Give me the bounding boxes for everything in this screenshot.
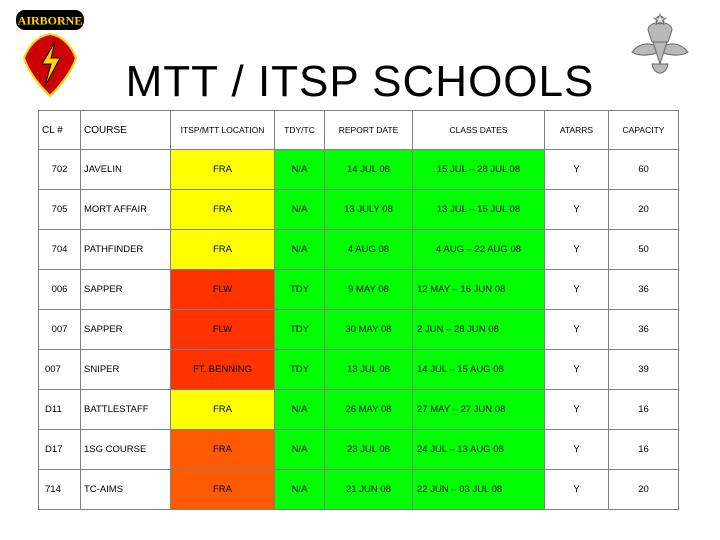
table-row: [39, 230, 679, 270]
cell-capacity: 50: [609, 230, 679, 270]
airborne-tab-text: AIRBORNE: [17, 13, 83, 28]
cell-report-date: 14 JUL 08: [325, 150, 413, 190]
cell-atarrs: Y: [545, 350, 609, 390]
cell-report-date: 23 JUL 08: [325, 430, 413, 470]
cell-tdy: N/A: [275, 190, 325, 230]
cell-course: PATHFINDER: [81, 230, 171, 270]
table-row: [39, 270, 679, 310]
cell-location: FRA: [171, 430, 275, 470]
cell-course: JAVELIN: [81, 150, 171, 190]
cell-class-dates: 13 JUL – 15 JUL 08: [413, 190, 545, 230]
cell-report-date: 13 JUL 08: [325, 350, 413, 390]
cell-location: FRA: [171, 150, 275, 190]
table-row: [39, 150, 679, 190]
cell-cl: 705: [39, 190, 81, 230]
cell-atarrs: Y: [545, 390, 609, 430]
cell-atarrs: Y: [545, 470, 609, 510]
cell-tdy: N/A: [275, 430, 325, 470]
table-row: [39, 430, 679, 470]
cell-class-dates: 4 AUG – 22 AUG 08: [413, 230, 545, 270]
cell-cl: 006: [39, 270, 81, 310]
cell-atarrs: Y: [545, 310, 609, 350]
cell-report-date: 13 JULY 08: [325, 190, 413, 230]
cell-location: FLW: [171, 310, 275, 350]
master-parachutist-badge-icon: [620, 12, 700, 82]
cell-atarrs: Y: [545, 150, 609, 190]
cell-tdy: N/A: [275, 470, 325, 510]
cell-course: SAPPER: [81, 270, 171, 310]
table-row: [39, 310, 679, 350]
cell-tdy: N/A: [275, 150, 325, 190]
cell-course: MORT AFFAIR: [81, 190, 171, 230]
col-header-tdy: TDY/TC: [275, 111, 325, 150]
cell-class-dates: 22 JUN – 03 JUL 08: [413, 470, 545, 510]
cell-capacity: 20: [609, 190, 679, 230]
cell-class-dates: 15 JUL – 28 JUL 08: [413, 150, 545, 190]
col-header-location: ITSP/MTT LOCATION: [171, 111, 275, 150]
cell-capacity: 36: [609, 310, 679, 350]
cell-class-dates: 12 MAY – 16 JUN 08: [413, 270, 545, 310]
schools-table: [38, 110, 679, 510]
cell-cl: 007: [39, 310, 81, 350]
cell-report-date: 26 MAY 08: [325, 390, 413, 430]
cell-course: BATTLESTAFF: [81, 390, 171, 430]
table-row: [39, 350, 679, 390]
cell-atarrs: Y: [545, 270, 609, 310]
cell-report-date: 4 AUG 08: [325, 230, 413, 270]
cell-report-date: 21 JUN 08: [325, 470, 413, 510]
cell-location: FRA: [171, 190, 275, 230]
cell-tdy: TDY: [275, 310, 325, 350]
cell-atarrs: Y: [545, 230, 609, 270]
cell-location: FRA: [171, 230, 275, 270]
cell-class-dates: 27 MAY – 27 JUN 08: [413, 390, 545, 430]
cell-tdy: N/A: [275, 390, 325, 430]
cell-cl: 702: [39, 150, 81, 190]
cell-atarrs: Y: [545, 190, 609, 230]
col-header-capacity: CAPACITY: [609, 111, 679, 150]
table-row: [39, 190, 679, 230]
cell-cl: 007: [39, 350, 81, 390]
cell-report-date: 9 MAY 08: [325, 270, 413, 310]
cell-tdy: TDY: [275, 270, 325, 310]
cell-capacity: 16: [609, 390, 679, 430]
cell-course: 1SG COURSE: [81, 430, 171, 470]
cell-capacity: 36: [609, 270, 679, 310]
cell-course: TC-AIMS: [81, 470, 171, 510]
page-title: MTT / ITSP SCHOOLS: [125, 57, 595, 107]
cell-atarrs: Y: [545, 430, 609, 470]
cell-class-dates: 2 JUN – 28 JUN 08: [413, 310, 545, 350]
cell-cl: D11: [39, 390, 81, 430]
cell-class-dates: 14 JUL – 15 AUG 08: [413, 350, 545, 390]
table-row: [39, 390, 679, 430]
table-row: [39, 470, 679, 510]
cell-tdy: N/A: [275, 230, 325, 270]
col-header-report-date: REPORT DATE: [325, 111, 413, 150]
cell-cl: D17: [39, 430, 81, 470]
cell-capacity: 60: [609, 150, 679, 190]
cell-course: SAPPER: [81, 310, 171, 350]
col-header-course: COURSE: [81, 111, 171, 150]
col-header-atarrs: ATARRS: [545, 111, 609, 150]
col-header-cl: CL #: [39, 111, 81, 150]
cell-cl: 714: [39, 470, 81, 510]
cell-location: FRA: [171, 390, 275, 430]
cell-capacity: 16: [609, 430, 679, 470]
cell-cl: 704: [39, 230, 81, 270]
cell-course: SNIPER: [81, 350, 171, 390]
cell-capacity: 39: [609, 350, 679, 390]
cell-tdy: TDY: [275, 350, 325, 390]
cell-report-date: 30 MAY 08: [325, 310, 413, 350]
table-header-row: [39, 111, 679, 150]
cell-class-dates: 24 JUL – 13 AUG 08: [413, 430, 545, 470]
col-header-class-dates: CLASS DATES: [413, 111, 545, 150]
cell-location: FT. BENNING: [171, 350, 275, 390]
cell-location: FRA: [171, 470, 275, 510]
cell-location: FLW: [171, 270, 275, 310]
cell-capacity: 20: [609, 470, 679, 510]
